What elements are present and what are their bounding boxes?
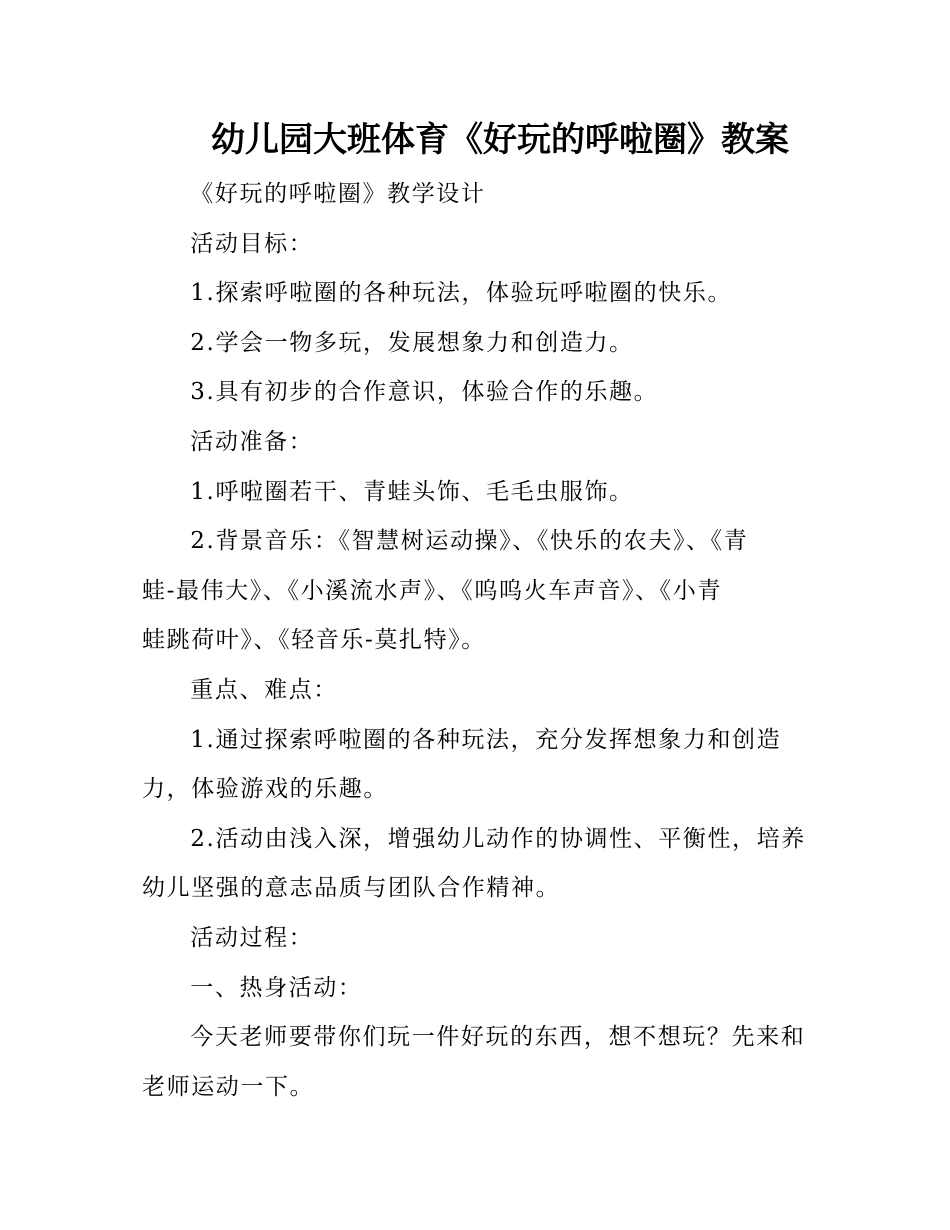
paragraph bbox=[142, 319, 812, 369]
paragraph bbox=[142, 468, 812, 518]
paragraph-line: 1.通过探索呼啦圈的各种玩法，充分发挥想象力和创造 bbox=[190, 726, 782, 753]
paragraph-line: 蛙-最伟大》、《小溪流水声》、《呜呜火车声音》、《小青 bbox=[142, 577, 722, 604]
paragraph-line: 重点、难点： bbox=[190, 676, 338, 703]
paragraph-line: 今天老师要带你们玩一件好玩的东西，想不想玩？先来和 bbox=[190, 1024, 806, 1051]
paragraph bbox=[142, 716, 812, 815]
paragraph-line: 力，体验游戏的乐趣。 bbox=[142, 776, 388, 803]
paragraph bbox=[142, 914, 812, 964]
paragraph-line: 1.探索呼啦圈的各种玩法，体验玩呼啦圈的快乐。 bbox=[190, 280, 733, 307]
paragraph-line: 活动过程： bbox=[190, 924, 314, 951]
paragraph-line: 一、热身活动： bbox=[190, 974, 363, 1001]
paragraph bbox=[142, 269, 812, 319]
paragraph-line: 幼儿坚强的意志品质与团队合作精神。 bbox=[142, 875, 561, 902]
paragraph-line: 2.背景音乐：《智慧树运动操》、《快乐的农夫》、《青 bbox=[190, 528, 749, 555]
paragraph-line: 蛙跳荷叶》、《轻音乐-莫扎特》。 bbox=[142, 627, 486, 654]
paragraph-line: 活动目标： bbox=[190, 230, 314, 257]
document-title: 幼儿园大班体育《好玩的呼啦圈》教案 bbox=[211, 120, 789, 160]
paragraph bbox=[142, 815, 812, 914]
document-body bbox=[142, 170, 812, 1112]
paragraph bbox=[142, 517, 812, 666]
paragraph-line: 2.活动由浅入深，增强幼儿动作的协调性、平衡性，培养 bbox=[190, 825, 806, 852]
paragraph-line: 3.具有初步的合作意识，体验合作的乐趣。 bbox=[190, 379, 659, 406]
paragraph bbox=[142, 418, 812, 468]
paragraph bbox=[142, 170, 812, 220]
paragraph-line: 《好玩的呼啦圈》教学设计 bbox=[190, 181, 486, 207]
paragraph bbox=[142, 368, 812, 418]
paragraph bbox=[142, 666, 812, 716]
paragraph-line: 1.呼啦圈若干、青蛙头饰、毛毛虫服饰。 bbox=[190, 478, 634, 505]
paragraph-line: 2.学会一物多玩，发展想象力和创造力。 bbox=[190, 329, 634, 356]
paragraph bbox=[142, 964, 812, 1014]
paragraph bbox=[142, 1013, 812, 1112]
paragraph bbox=[142, 220, 812, 270]
paragraph-line: 老师运动一下。 bbox=[142, 1073, 315, 1100]
paragraph-line: 活动准备： bbox=[190, 428, 314, 455]
